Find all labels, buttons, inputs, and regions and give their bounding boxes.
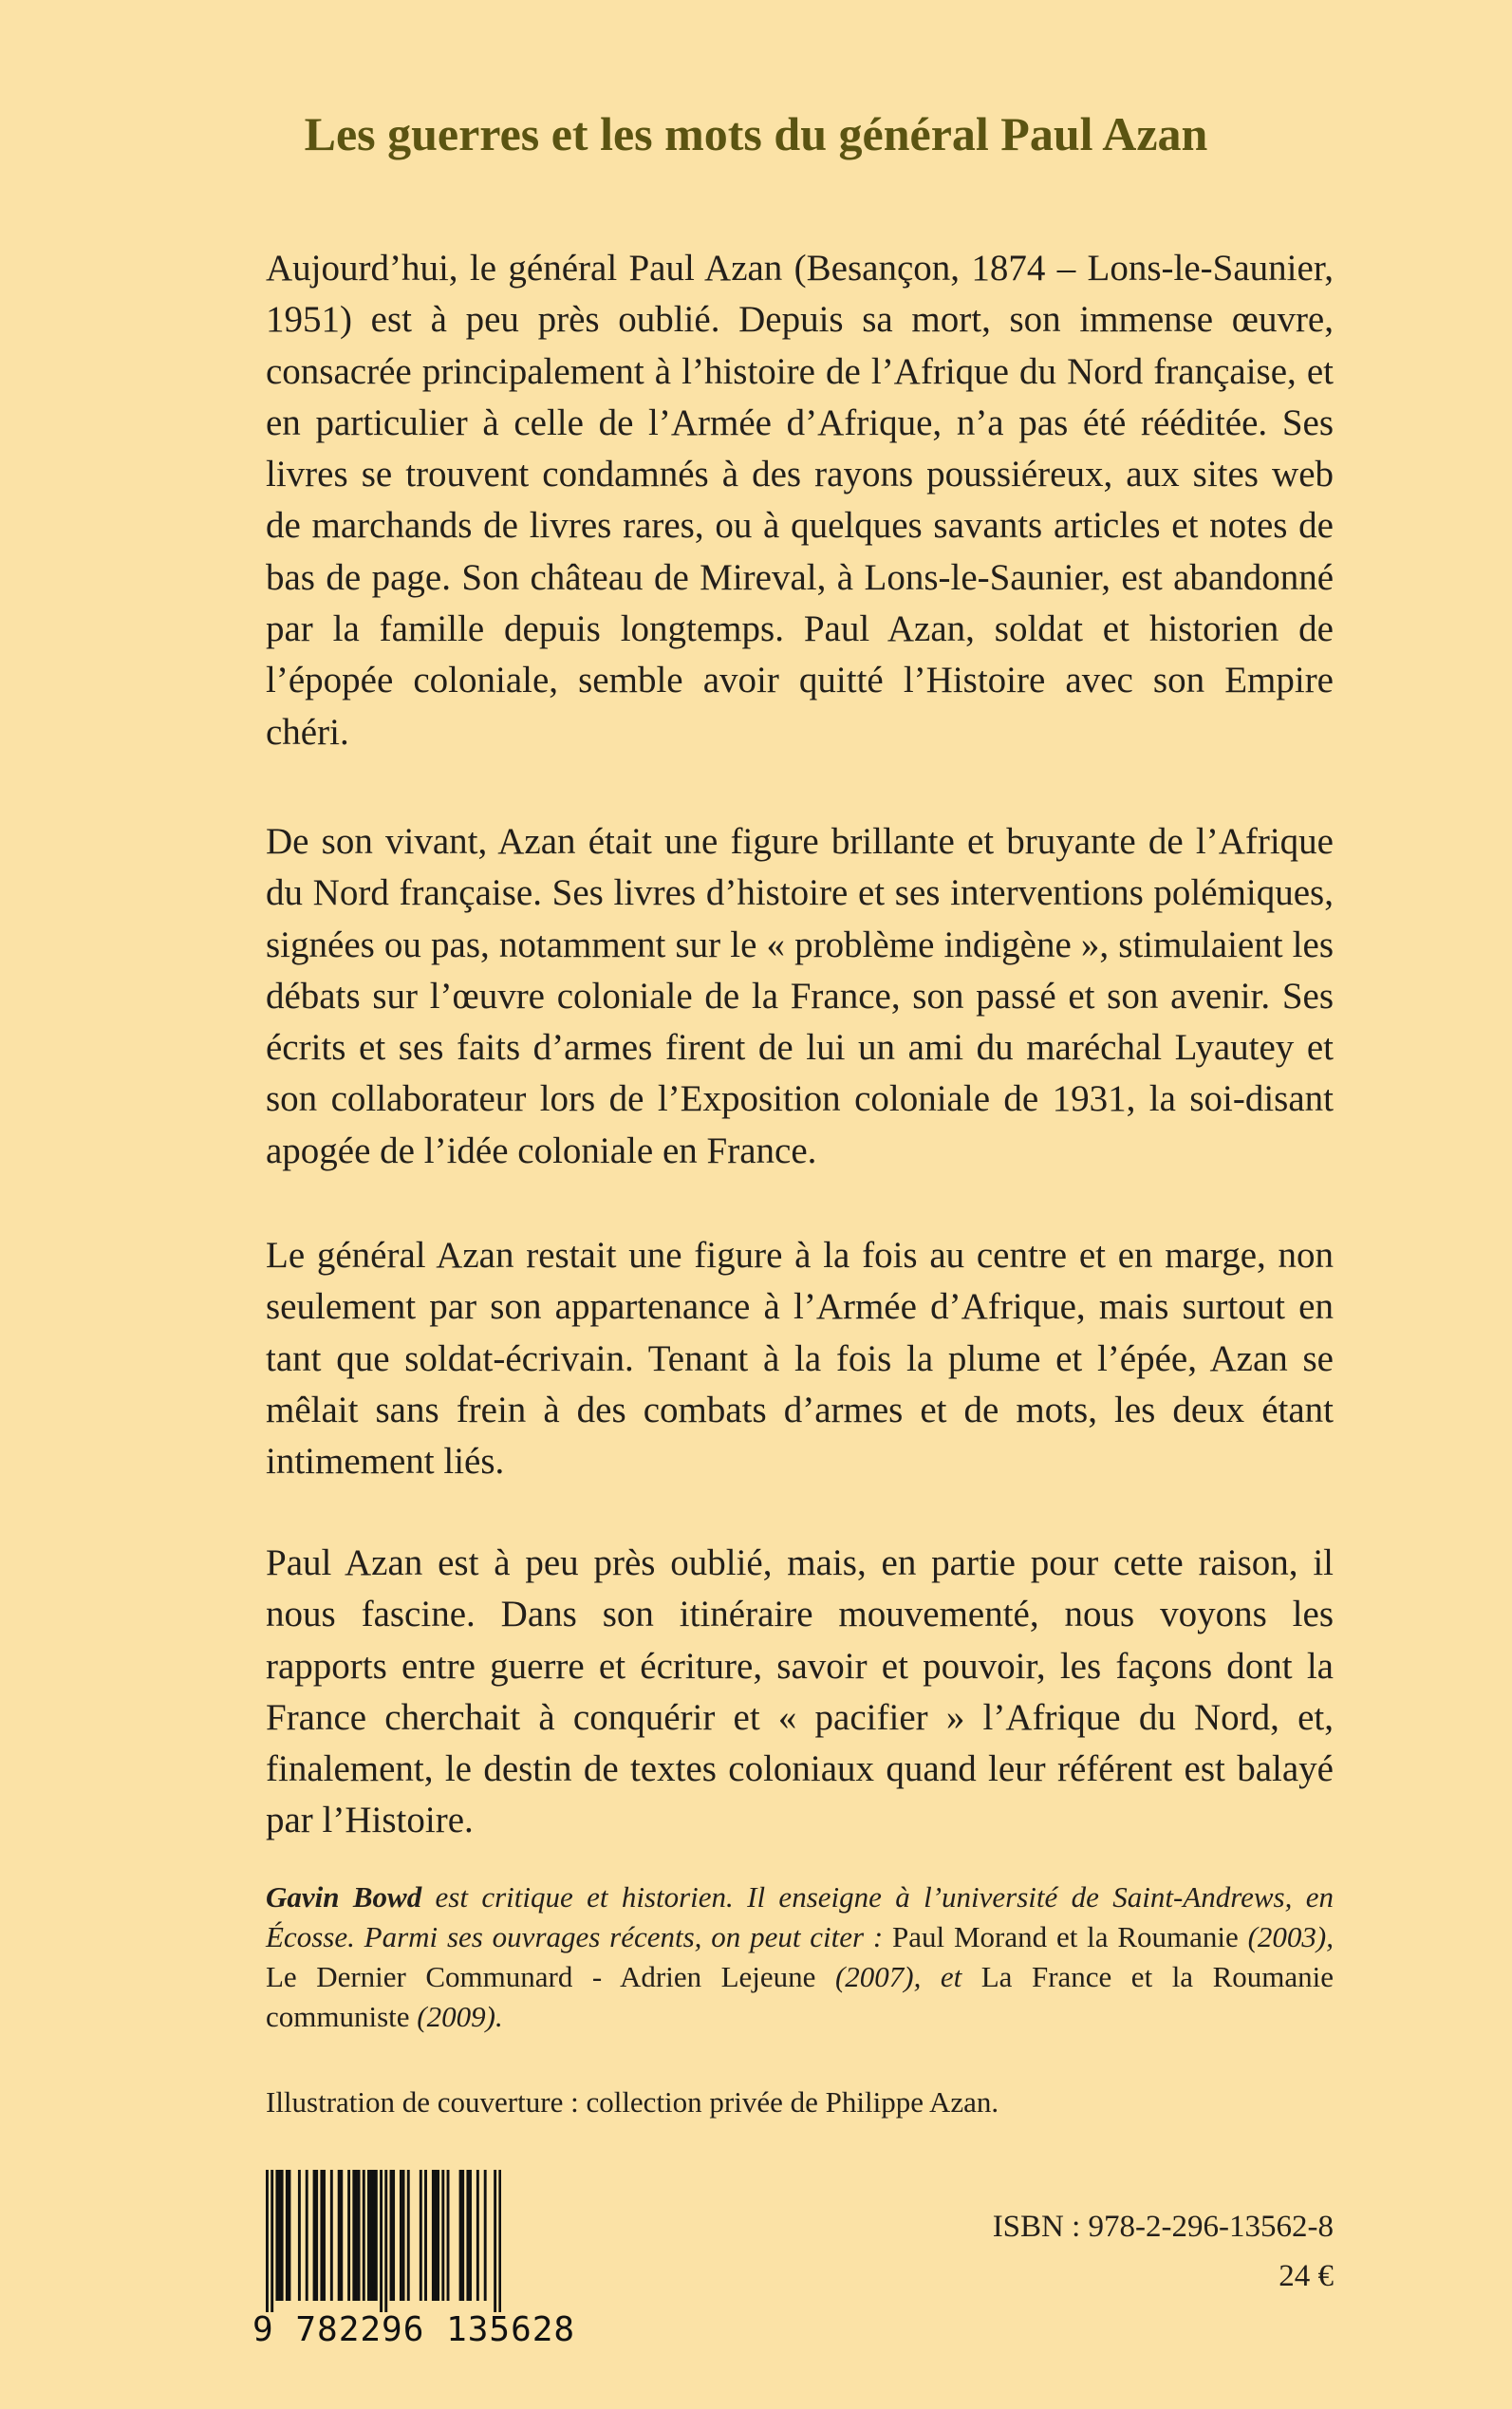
barcode-bar — [498, 2170, 501, 2312]
barcode-bar — [323, 2170, 326, 2301]
barcode-bar — [372, 2170, 375, 2301]
barcode-bar — [355, 2170, 358, 2301]
bio-year-2: (2007), et — [815, 1960, 981, 1993]
barcode-bar — [435, 2170, 438, 2301]
barcode-bar — [275, 2170, 278, 2301]
bio-book-2: Le Dernier Communard - Adrien Lejeune — [266, 1960, 816, 1993]
barcode-bar — [437, 2170, 439, 2301]
barcode-bar — [288, 2170, 290, 2301]
barcode-bar — [352, 2170, 355, 2301]
barcode-bar — [392, 2170, 395, 2301]
summary-paragraph-2: De son vivant, Azan était une figure brillante et bruyante de l’Afrique du Nord française. Ses livres d’histoire et ses interventions polémiques, signées ou pas, notamment sur le « problème indigène », stimulaient les débats sur l’œuvre coloniale de la France, son passé et son avenir. Ses écrits et ses faits d’armes firent de lui un ami du maréchal Lyautey et son collaborateur lors de l’Exposition coloniale de 1931, la soi-disant apogée de l’idée coloniale en France. — [266, 821, 1334, 1171]
barcode-bar — [266, 2170, 269, 2312]
barcode-bar — [306, 2170, 308, 2301]
barcode-bar — [320, 2170, 323, 2301]
bio-book-3: La France et la Roumanie communiste — [266, 1960, 1334, 2033]
barcode-bar — [432, 2170, 435, 2301]
barcode-bar — [338, 2170, 341, 2301]
summary-paragraph-4: Paul Azan est à peu près oublié, mais, en partie pour cette raison, il nous fascine. Dans son itinéraire mouvementé, nous voyons les rapports entre guerre et écriture, savoir et pouvoir, les façons dont la France cherchait à conquérir et « pacifier » l’Afrique du Nord, et, finalement, le destin de textes coloniaux quand leur référent est balayé par l’Histoire. — [266, 1542, 1334, 1841]
barcode-bar — [281, 2170, 284, 2301]
barcode-bar — [363, 2170, 365, 2301]
barcode-bar — [447, 2170, 450, 2301]
isbn-number: ISBN : 978-2-296-13562-8 — [992, 2210, 1334, 2244]
barcode-bar — [461, 2170, 464, 2301]
barcode-bar — [466, 2170, 469, 2301]
barcode-bar — [424, 2170, 427, 2301]
barcode-bar — [476, 2170, 479, 2301]
isbn-barcode — [252, 2170, 576, 2360]
barcode-bar — [370, 2170, 373, 2301]
barcode-bar — [286, 2170, 289, 2301]
author-bio — [266, 1877, 1334, 2037]
barcode-bar — [441, 2170, 444, 2301]
barcode-bar — [420, 2170, 422, 2301]
bio-book-1: Paul Morand et la Roumanie — [892, 1920, 1239, 1953]
barcode-bar — [347, 2170, 350, 2301]
barcode-bar — [271, 2170, 273, 2312]
summary-paragraph-3: Le général Azan restait une figure à la fois au centre et en marge, non seulement par son appartenance à l’Armée d’Afrique, mais surtout en tant que soldat-écrivain. Tenant à la fois la plume et l’épée, Azan se mêlait sans frein à des combats d’armes et de mots, les deux étant intimement liés. — [266, 1235, 1334, 1483]
barcode-bar — [358, 2170, 361, 2301]
barcode-digits: 9 782296 135628 — [252, 2310, 576, 2349]
summary-paragraph-1: Aujourd’hui, le général Paul Azan (Besançon, 1874 – Lons-le-Saunier, 1951) est à peu près oublié. Depuis sa mort, son immense œuvre, consacrée principalement à l’histoire de l’Afrique du Nord française, et en particulier à celle de l’Armée d’Afrique, n’a pas été rééditée. Ses livres se trouvent condamnés à des rayons poussiéreux, aux sites web de marchands de livres rares, ou à quelques savants articles et notes de bas de page. Son château de Mireval, à Lons-le-Saunier, est abandonné par la famille depuis longtemps. Paul Azan, soldat et historien de l’épopée coloniale, semble avoir quitté l’Histoire avec son Empire chéri. — [266, 248, 1334, 753]
price: 24 € — [1279, 2259, 1334, 2293]
barcode-bar — [367, 2170, 370, 2301]
bio-year-3: (2009). — [409, 2000, 503, 2033]
barcode-bar — [330, 2170, 333, 2301]
barcode-bar — [340, 2170, 343, 2301]
barcode-bar — [484, 2170, 487, 2301]
barcode-bar — [278, 2170, 281, 2301]
barcode-bar — [402, 2170, 405, 2301]
bio-intro: est critique et historien. Il enseigne à l’université de Saint-Andrews, en Écosse. Parmi ses ouvrages récents, on peut citer : — [266, 1880, 1334, 1953]
barcode-bar — [315, 2170, 318, 2301]
barcode-bar — [469, 2170, 472, 2301]
barcode-bar — [407, 2170, 410, 2301]
barcode-bar — [459, 2170, 462, 2301]
barcode-bar — [298, 2170, 301, 2301]
barcode-bar — [384, 2170, 387, 2312]
barcode-bar — [313, 2170, 316, 2301]
barcode-bar — [375, 2170, 378, 2301]
cover-illustration-credit: Illustration de couverture : collection privée de Philippe Azan. — [266, 2085, 999, 2119]
author-name: Gavin Bowd — [266, 1880, 422, 1914]
barcode-bar — [390, 2170, 393, 2301]
barcode-bar — [380, 2170, 383, 2312]
barcode-bars — [266, 2170, 501, 2312]
book-title: Les guerres et les mots du général Paul Azan — [304, 107, 1208, 160]
barcode-bar — [494, 2170, 496, 2312]
bio-year-1: (2003), — [1238, 1920, 1334, 1953]
barcode-bar — [400, 2170, 402, 2301]
